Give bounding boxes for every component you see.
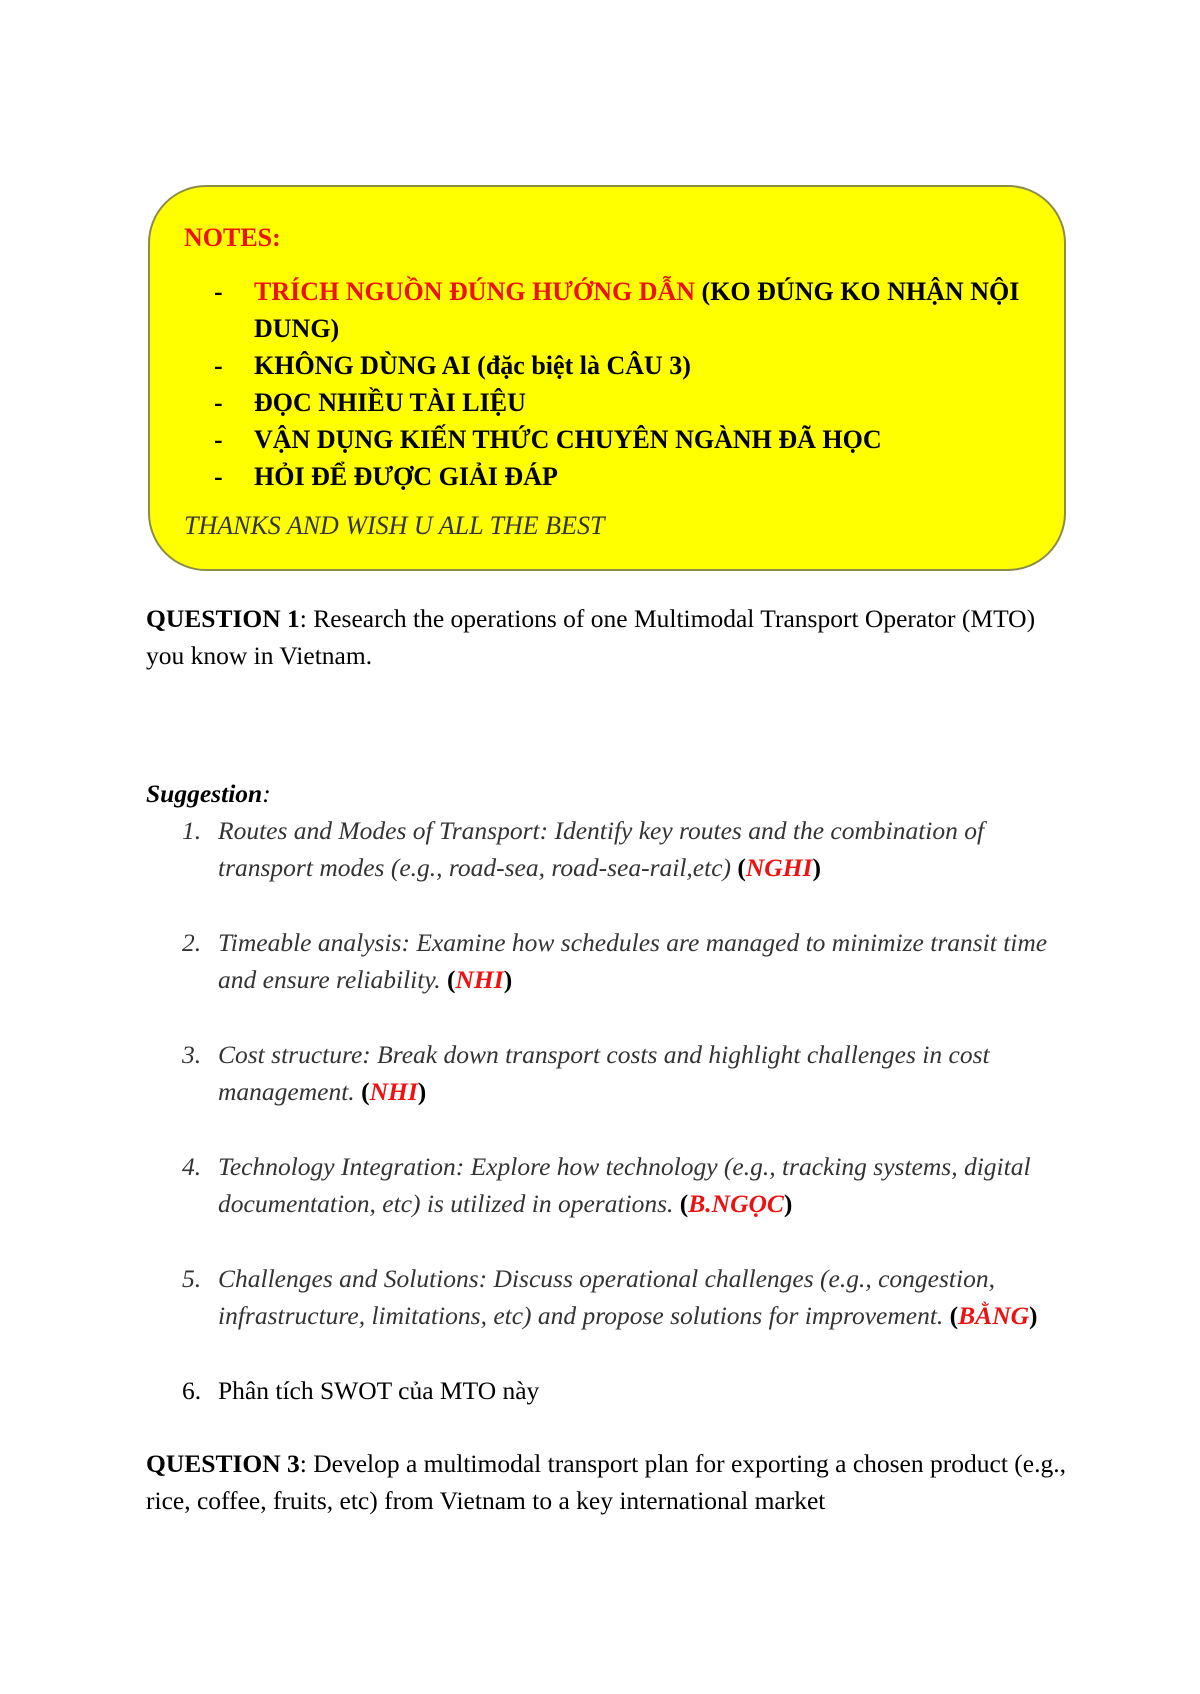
suggestion-item	[146, 1036, 1066, 1110]
assignee-close: )	[417, 1077, 427, 1106]
suggestion-colon: :	[262, 779, 271, 808]
suggestion-number: 5.	[182, 1264, 202, 1293]
suggestion-item	[146, 812, 1066, 886]
suggestion-number: 2.	[182, 928, 202, 957]
assignee-name: NGHI	[745, 853, 813, 882]
suggestion-item	[146, 1372, 1066, 1409]
question-1	[146, 600, 1066, 674]
notes-list	[184, 273, 1024, 495]
suggestion-text: Routes and Modes of Transport: Identify key routes and the combination of transport modes (e.g., road-sea, road-sea-rail,etc)	[218, 816, 985, 882]
suggestion-item	[146, 1148, 1066, 1222]
notes-thanks: THANKS AND WISH U ALL THE BEST	[184, 511, 605, 540]
suggestion-item	[146, 1260, 1066, 1334]
notes-box	[148, 185, 1066, 571]
suggestion-number: 4.	[182, 1152, 202, 1181]
suggestion-list	[146, 812, 1066, 1409]
document-body	[146, 600, 1066, 1519]
assignee-open: (	[679, 1189, 689, 1218]
suggestion-item	[146, 924, 1066, 998]
suggestion-text: Timeable analysis: Examine how schedules are managed to minimize transit time and ensure reliability.	[218, 928, 1048, 994]
notes-dash: -	[214, 277, 223, 306]
assignee-close: )	[503, 965, 513, 994]
suggestion-text: Phân tích SWOT của MTO này	[218, 1376, 540, 1405]
question-3-text: : Develop a multimodal transport plan for exporting a chosen product (e.g., rice, coffee, fruits, etc) from Vietnam to a key international market	[146, 1449, 1066, 1515]
question-3-label: QUESTION 3	[146, 1449, 300, 1478]
notes-item	[184, 458, 1024, 495]
assignee-name: NHI	[369, 1077, 418, 1106]
suggestion-text: Challenges and Solutions: Discuss operational challenges (e.g., congestion, infrastructure, limitations, etc) and propose solutions for improvement.	[218, 1264, 995, 1330]
question-1-text: : Research the operations of one Multimodal Transport Operator (MTO) you know in Vietnam.	[146, 604, 1036, 670]
notes-title: NOTES:	[184, 223, 281, 252]
assignee-tag	[361, 1077, 426, 1106]
assignee-close: )	[812, 853, 821, 882]
assignee-open: (	[949, 1301, 959, 1330]
suggestion-number: 1.	[182, 816, 202, 845]
notes-item-text: ĐỌC NHIỀU TÀI LIỆU	[254, 388, 526, 417]
assignee-open: (	[447, 965, 456, 994]
assignee-name: B.NGỌC	[688, 1189, 784, 1218]
notes-dash: -	[214, 462, 223, 491]
suggestion-number: 3.	[182, 1040, 202, 1069]
notes-dash: -	[214, 425, 223, 454]
assignee-tag	[447, 965, 512, 994]
suggestion-number: 6.	[182, 1376, 202, 1405]
notes-item-text: HỎI ĐỂ ĐƯỢC GIẢI ĐÁP	[254, 462, 558, 491]
notes-dash: -	[214, 388, 223, 417]
assignee-close: )	[1029, 1301, 1038, 1330]
assignee-open: (	[361, 1077, 370, 1106]
assignee-tag	[950, 1301, 1038, 1330]
suggestion-heading	[146, 775, 1066, 812]
question-3	[146, 1445, 1066, 1519]
assignee-tag	[680, 1189, 793, 1218]
question-1-label: QUESTION 1	[146, 604, 300, 633]
suggestion-label: Suggestion	[146, 779, 263, 808]
assignee-name: BẰNG	[958, 1301, 1030, 1330]
assignee-open: (	[737, 853, 746, 882]
notes-item	[184, 384, 1024, 421]
notes-item	[184, 347, 1024, 384]
notes-item	[184, 273, 1024, 347]
notes-item-text: VẬN DỤNG KIẾN THỨC CHUYÊN NGÀNH ĐÃ HỌC	[254, 425, 882, 454]
notes-dash: -	[214, 351, 223, 380]
suggestion-text: Technology Integration: Explore how technology (e.g., tracking systems, digital documentation, etc) is utilized in operations.	[218, 1152, 1031, 1218]
notes-item-text: KHÔNG DÙNG AI (đặc biệt là CÂU 3)	[254, 351, 691, 380]
assignee-tag	[737, 853, 821, 882]
assignee-close: )	[783, 1189, 793, 1218]
assignee-name: NHI	[455, 965, 504, 994]
notes-item	[184, 421, 1024, 458]
notes-item-highlight: TRÍCH NGUỒN ĐÚNG HƯỚNG DẪN	[254, 277, 696, 306]
suggestion-text: Cost structure: Break down transport costs and highlight challenges in cost management.	[218, 1040, 990, 1106]
notes-item-text: (KO ĐÚNG KO NHẬN NỘI DUNG)	[254, 277, 1020, 343]
